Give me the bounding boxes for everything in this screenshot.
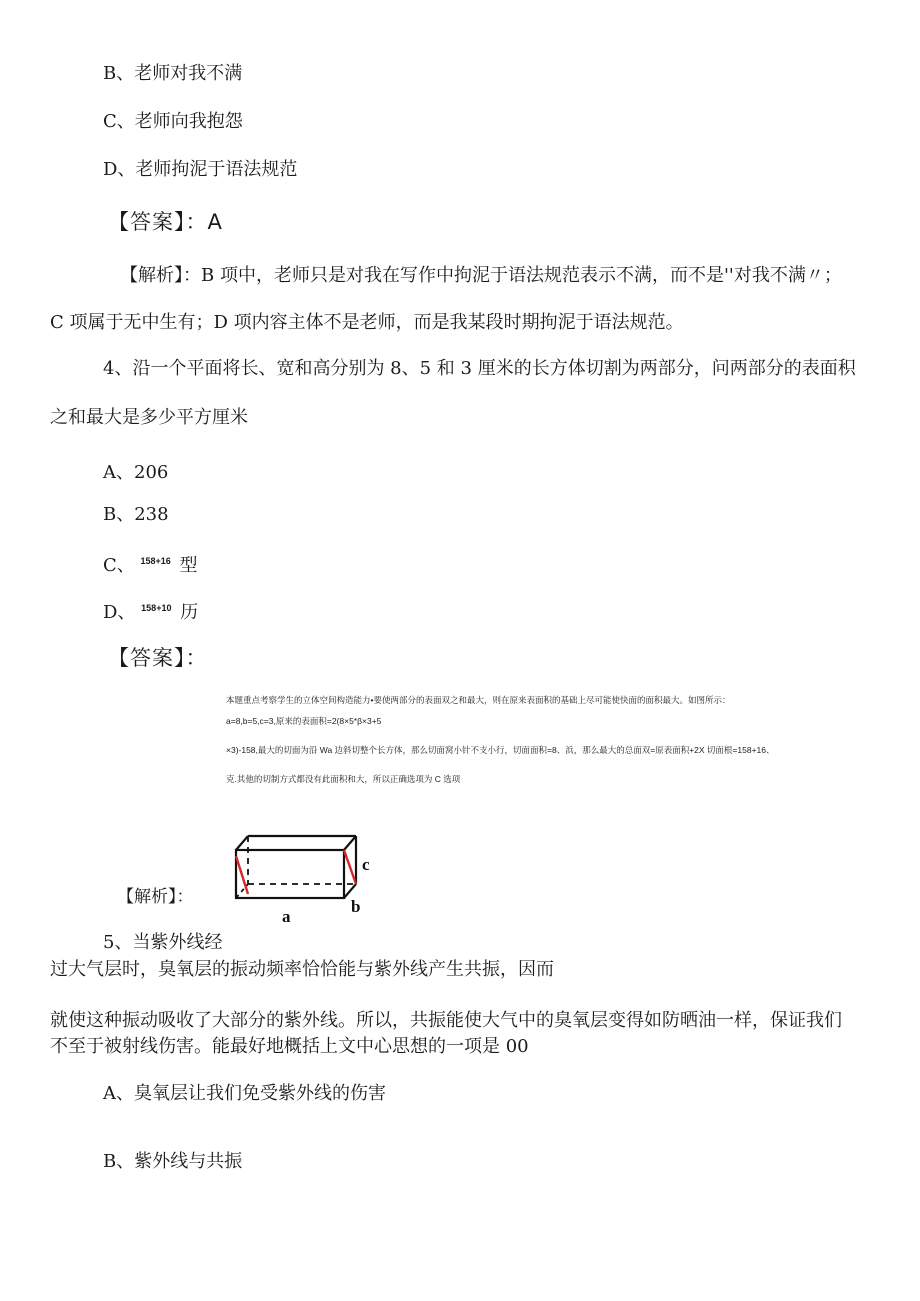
q4-stem-line1: 4、沿一个平面将长、宽和高分别为 8、5 和 3 厘米的长方体切割为两部分，问两部分的表面积 [103,358,856,379]
q4-explain-line1: 本题重点考察学生的立体空间构造能力•要使两部分的表面双之和最大，则在原来表面积的基础上尽可能使快面的面积最大。如图所示： [226,695,731,705]
label-c: c [362,855,370,874]
q4-option-d [103,601,198,627]
q4-analysis-label: 【解析】： [117,887,194,907]
q4-stem-line2: 之和最大是多少平方厘米 [50,407,248,428]
q4-explain-line4: 克.其他的切制方式都没有此面积和大，所以正确选项为 C 选项 [226,774,461,784]
q5-option-a: A、臭氧层让我们免受紫外线的伤害 [103,1083,386,1104]
q4-option-c-char: 型 [179,555,198,576]
q3-option-b: B、老师对我不满 [103,63,243,84]
q5-stem-line2: 过大气层时，臭氧层的振动频率恰恰能与紫外线产生共振，因而 [50,959,554,980]
q4-option-d-prefix: D、 [103,602,136,623]
q4-explain-line3: ×3)-158,最大的切面为沿 Wa 边斜切整个长方体，那么切面窝小针不支小行，切面面积=8、浜，那么最大的总面双=原表面积+2X 切面根=158+16、 [226,745,775,755]
q4-answer: 【答案】： [108,646,208,670]
q3-analysis-line1: 【解析】：B 项中，老师只是对我在写作中拘泥于语法规范表示不满，而不是''对我不满〃； [120,265,842,286]
q4-option-d-small: 158+10 [141,603,172,613]
q5-option-b: B、紫外线与共振 [103,1151,243,1172]
q3-option-c: C、老师向我抱怨 [103,111,243,132]
q5-stem-line4: 不至于被射线伤害。能最好地概括上文中心思想的一项是 00 [50,1036,529,1057]
q4-option-d-char: 历 [180,602,199,623]
q5-stem-line3: 就使这种振动吸收了大部分的紫外线。所以，共振能使大气中的臭氧层变得如防晒油一样，保证我们 [50,1010,842,1031]
q4-option-c [103,554,198,580]
q4-option-b: B、238 [103,504,169,525]
label-b: b [351,897,361,916]
q4-option-c-small: 158+16 [140,556,171,566]
q3-answer: 【答案】：A [108,210,223,234]
label-a: a [282,907,291,924]
q4-option-c-prefix: C、 [103,555,135,576]
q4-option-a: A、206 [103,462,169,483]
q5-stem-line1: 5、当紫外线经 [103,932,223,953]
figure-background [228,828,388,924]
q4-explain-line2: a=8,b=5,c=3,原来的表面积=2(8×5*β×3+5 [226,716,382,726]
cuboid-figure [228,828,388,924]
q3-analysis-line2: C 项属于无中生有；D 项内容主体不是老师，而是我某段时期拘泥于语法规范。 [50,312,684,333]
q3-option-d: D、老师拘泥于语法规范 [103,159,298,180]
